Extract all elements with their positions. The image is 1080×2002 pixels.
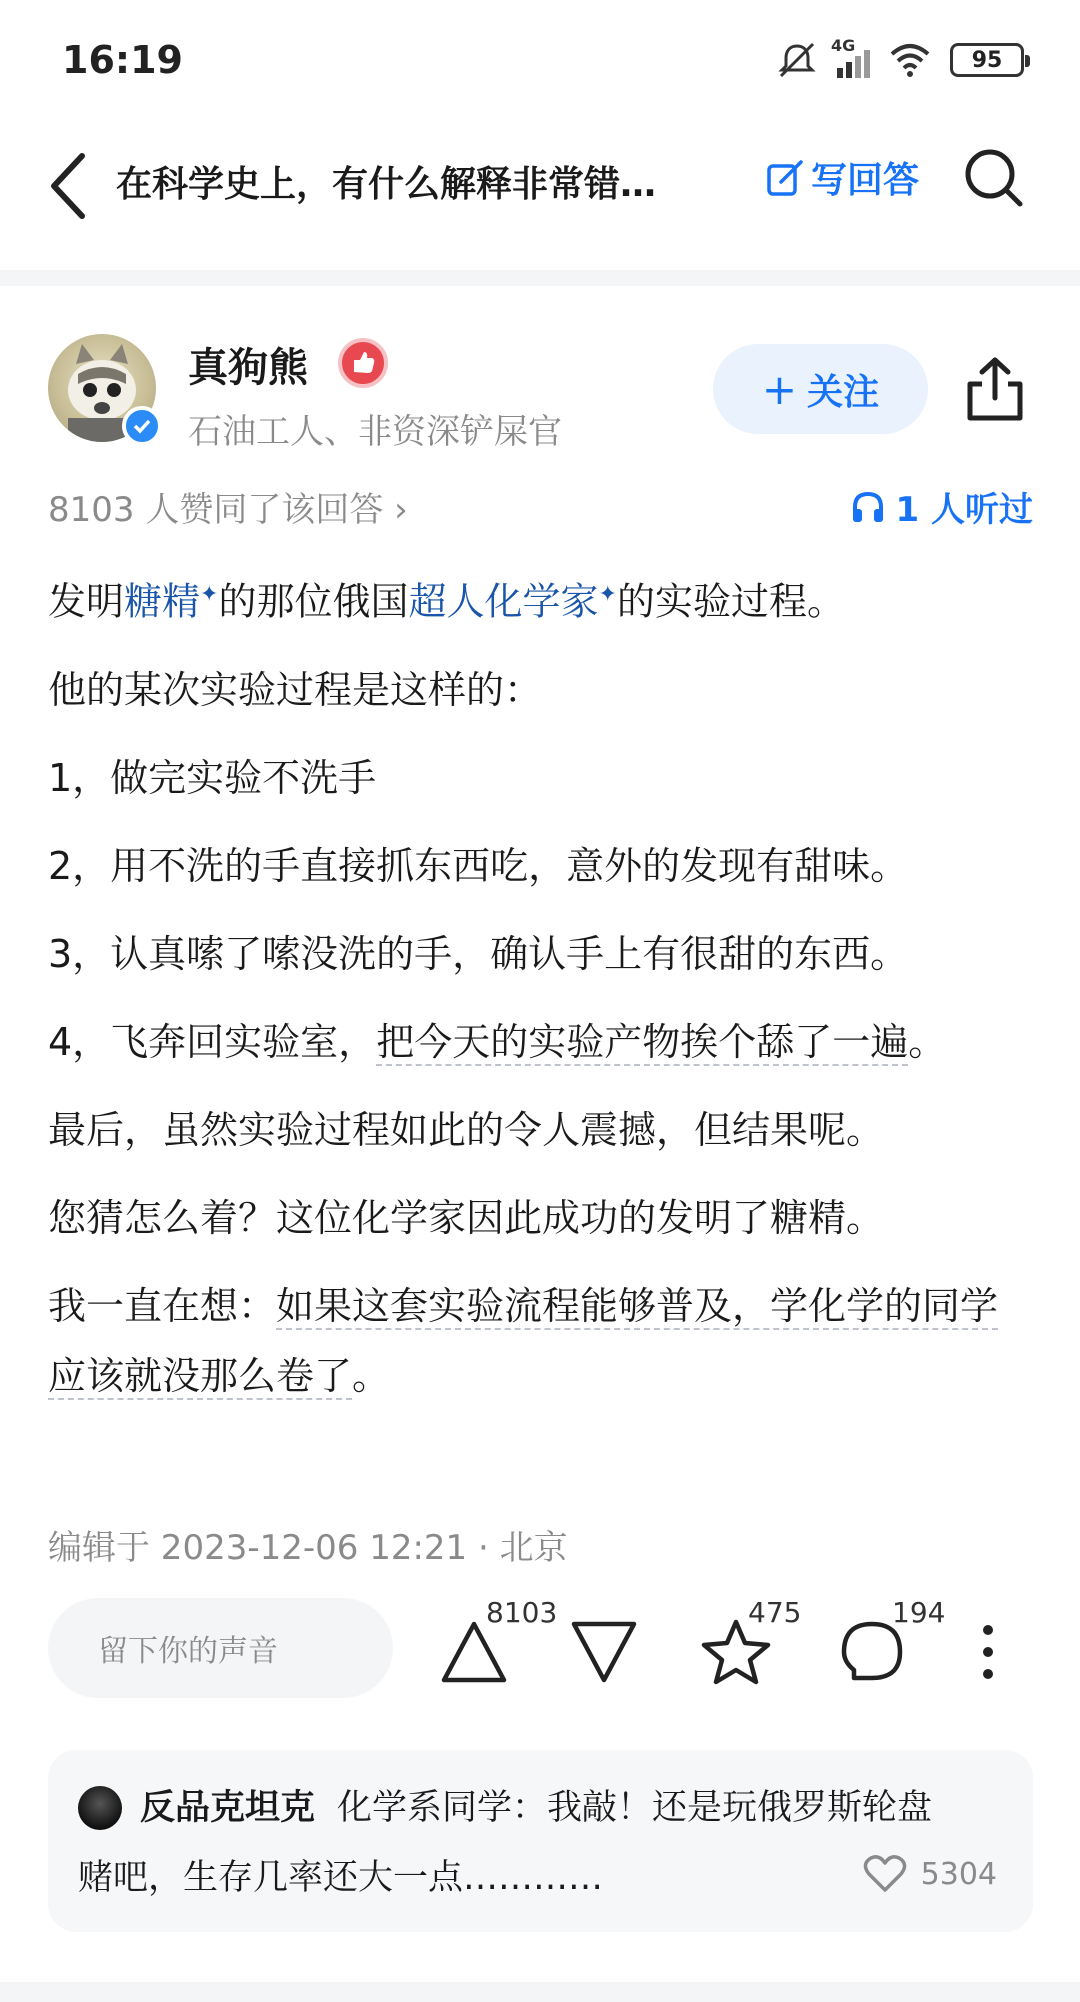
plus-icon: + [761, 364, 798, 414]
commenter-name[interactable]: 反品克坦克 [140, 1788, 316, 1828]
meta-row [48, 482, 1033, 532]
paragraph-9 [48, 1271, 1033, 1411]
comment-line-1 [140, 1780, 1020, 1830]
paragraph-2: 他的某次实验过程是这样的： [48, 667, 543, 712]
headphones-icon [850, 489, 886, 525]
downvote-icon [568, 1616, 640, 1688]
link-saccharin[interactable]: 糖精 [124, 579, 201, 624]
edit-icon [765, 158, 805, 198]
comment-input[interactable]: 留下你的声音 [48, 1598, 393, 1698]
bottom-divider [0, 1982, 1080, 2002]
paragraph-5: 3，认真嗦了嗦没洗的手，确认手上有很甜的东西。 [48, 931, 909, 976]
p9-text-a: 我一直在想： [48, 1283, 277, 1328]
nav-bar [0, 120, 1080, 270]
author-name[interactable]: 真狗熊 [188, 345, 308, 391]
action-bar [48, 1598, 1033, 1698]
listen-count: 1 人听过 [895, 490, 1033, 530]
p1-text-a: 发明 [48, 579, 125, 624]
edit-info: 编辑于 2023-12-06 12:21 · 北京 [48, 1528, 568, 1568]
follow-label: 关注 [807, 371, 880, 413]
p6-text-b: 。 [908, 1019, 947, 1064]
highlighted-text[interactable]: 把今天的实验产物挨个舔了一遍 [376, 1019, 909, 1064]
comment-button[interactable] [836, 1596, 946, 1690]
favorite-button[interactable] [700, 1596, 802, 1690]
favorite-count: 475 [748, 1596, 802, 1629]
comment-like-count: 5304 [920, 1856, 997, 1892]
paragraph-6 [48, 1007, 1033, 1077]
more-button[interactable] [968, 1606, 1008, 1690]
p1-text-c: 的实验过程。 [616, 579, 845, 624]
comment-like-button[interactable] [863, 1854, 997, 1894]
answer-content [48, 560, 1033, 1429]
comment-text-1: 化学系同学：我敲！还是玩俄罗斯轮盘 [337, 1788, 933, 1828]
link-chemist[interactable]: 超人化学家 [408, 579, 599, 624]
top-comment[interactable] [48, 1750, 1033, 1932]
agree-count[interactable]: 8103 人赞同了该回答 › [48, 490, 408, 530]
author-bio: 石油工人、非资深铲屎官 [188, 412, 562, 452]
status-time: 16:19 [62, 38, 183, 82]
write-answer-button[interactable] [765, 152, 919, 203]
share-icon[interactable] [960, 354, 1030, 424]
paragraph-1 [48, 560, 1033, 637]
wifi-icon [888, 42, 932, 78]
sparkle-icon: ✦ [598, 582, 617, 607]
p9-text-b: 。 [352, 1353, 391, 1398]
status-bar [0, 0, 1080, 120]
back-arrow-icon[interactable] [44, 146, 94, 226]
signal-icon [831, 36, 870, 78]
comment-count: 194 [892, 1596, 946, 1629]
heart-icon [863, 1854, 907, 1894]
network-type: 4G [831, 36, 856, 55]
follow-button[interactable] [713, 344, 928, 434]
p1-text-b: 的那位俄国 [218, 579, 409, 624]
listen-button[interactable] [850, 482, 1034, 531]
medal-icon [338, 338, 388, 388]
paragraph-3: 1，做完实验不洗手 [48, 755, 377, 800]
author-card [48, 334, 1038, 454]
question-title[interactable]: 在科学史上，有什么解释非常错… [116, 164, 657, 205]
paragraph-7: 最后，虽然实验过程如此的令人震撼，但结果呢。 [48, 1107, 885, 1152]
search-icon[interactable] [962, 146, 1026, 210]
status-icons [775, 36, 1024, 80]
highlighted-text[interactable]: 如果这套实验流程能够普及，学化学的同学应该就没那么卷了 [48, 1283, 999, 1398]
battery-indicator: 95 [950, 43, 1024, 77]
sparkle-icon: ✦ [200, 582, 219, 607]
write-answer-label: 写回答 [811, 160, 920, 201]
more-icon [968, 1616, 1008, 1688]
paragraph-8: 您猜怎么着？这位化学家因此成功的发明了糖精。 [48, 1195, 885, 1240]
mute-icon [775, 40, 819, 80]
commenter-avatar[interactable] [78, 1786, 122, 1830]
upvote-button[interactable] [438, 1596, 558, 1690]
upvote-count: 8103 [486, 1596, 558, 1629]
p6-text-a: 4，飞奔回实验室， [48, 1019, 377, 1064]
comment-text-2: 赌吧，生存几率还大一点………… [78, 1858, 604, 1898]
verified-icon [122, 406, 162, 446]
downvote-button[interactable] [568, 1606, 648, 1690]
paragraph-4: 2，用不洗的手直接抓东西吃，意外的发现有甜味。 [48, 843, 909, 888]
section-divider [0, 270, 1080, 286]
